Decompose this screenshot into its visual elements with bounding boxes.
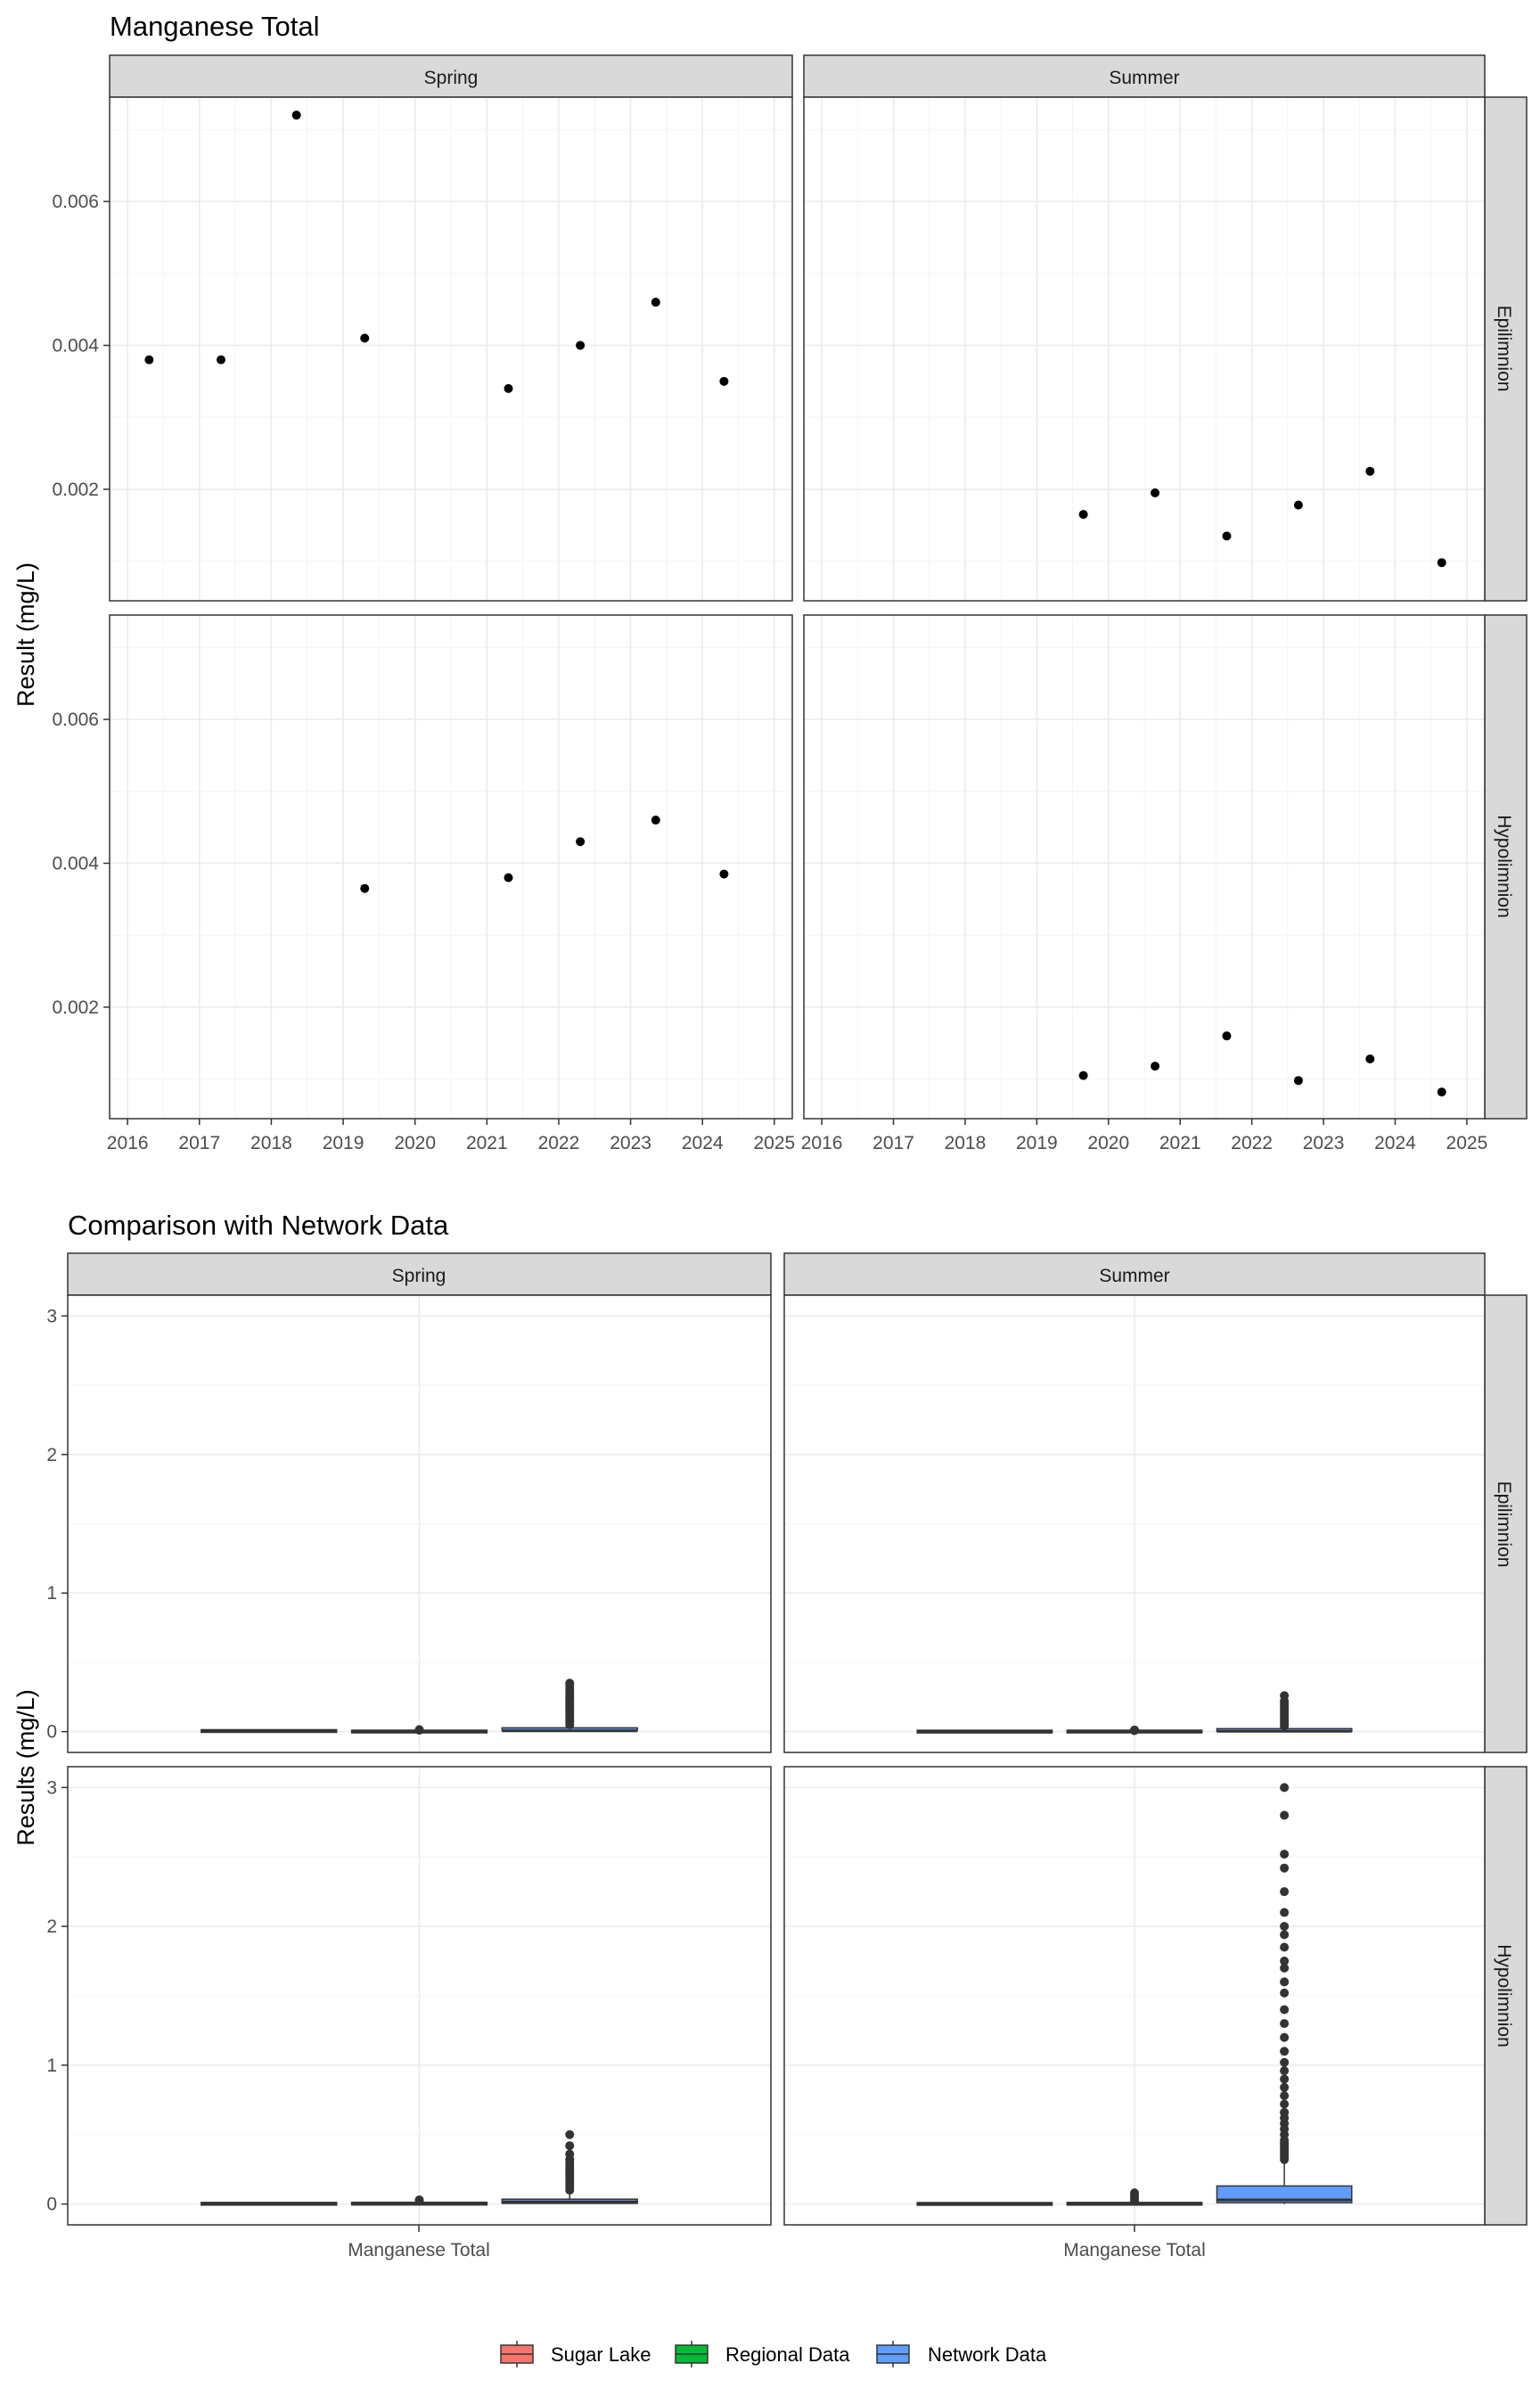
data-point [1079, 510, 1088, 519]
box-outlier [1280, 1850, 1289, 1859]
x-tick-label: 2018 [250, 1133, 292, 1153]
data-point [651, 298, 660, 307]
box-outlier [1280, 1864, 1289, 1873]
data-point [576, 341, 585, 349]
scatter-strip-summer-label: Summer [1109, 68, 1180, 88]
box-outlier [1280, 2083, 1289, 2092]
data-point [1438, 1087, 1446, 1096]
box-outlier [1280, 2066, 1289, 2075]
legend-label-regional-data: Regional Data [725, 2343, 850, 2366]
box-outlier [1280, 1887, 1289, 1896]
x-tick-label: 2020 [1087, 1133, 1130, 1153]
legend-label-network-data: Network Data [928, 2343, 1047, 2366]
box-outlier [1280, 2033, 1289, 2042]
y-tick-label: 0.004 [52, 853, 99, 874]
box-outlier [1280, 2099, 1289, 2108]
box-outlier [1280, 2019, 1289, 2028]
boxplot-strip-summer-label: Summer [1099, 1266, 1170, 1286]
x-tick-label: 2022 [1231, 1133, 1273, 1153]
box-outlier [1280, 1691, 1289, 1700]
box-outlier [1280, 2091, 1289, 2100]
data-point [1294, 1076, 1303, 1085]
y-tick-label: 0 [46, 1721, 57, 1743]
data-point [1438, 558, 1446, 567]
x-tick-label: 2022 [537, 1133, 580, 1153]
x-tick-label: 2016 [800, 1133, 843, 1153]
boxplot-strip-epilimnion-label: Epilimnion [1494, 1481, 1514, 1568]
data-point [292, 111, 301, 119]
box-outlier [1280, 1942, 1289, 1951]
y-tick-label: 2 [46, 1916, 57, 1938]
box-outlier [1280, 1957, 1289, 1965]
y-tick-label: 0.006 [52, 192, 99, 213]
scatter-panel-summer-epilimnion [804, 97, 1485, 601]
y-tick-label: 1 [46, 2055, 57, 2076]
box-sugar-lake [201, 1729, 337, 1732]
scatter-strip-epilimnion-label: Epilimnion [1494, 305, 1514, 392]
data-point [1079, 1071, 1088, 1080]
box-outlier [565, 2150, 574, 2159]
boxplot-y-axis-label: Results (mg/L) [12, 1689, 39, 1846]
data-point [651, 816, 660, 825]
y-tick-label: 0.006 [52, 710, 99, 731]
box-outlier [565, 1678, 574, 1687]
x-tick-label: 2017 [872, 1133, 914, 1153]
data-point [504, 874, 513, 882]
box-sugar-lake [201, 2203, 337, 2205]
x-tick-label: 2019 [1016, 1133, 1058, 1153]
boxplot-chart [12, 1210, 1527, 2367]
legend-item-network-data[interactable] [877, 2341, 1047, 2367]
box-sugar-lake [917, 2203, 1052, 2205]
data-point [1365, 1054, 1374, 1063]
legend-label-sugar-lake: Sugar Lake [551, 2343, 651, 2366]
data-point [1151, 488, 1159, 497]
data-point [719, 377, 728, 386]
y-tick-label: 2 [46, 1444, 57, 1465]
x-tick-label: 2021 [1159, 1133, 1201, 1153]
y-tick-label: 0.002 [52, 997, 99, 1018]
boxplot-chart-title: Comparison with Network Data [68, 1210, 449, 1241]
x-tick-label: 2023 [1302, 1133, 1345, 1153]
x-tick-label: 2018 [944, 1133, 987, 1153]
data-point [719, 870, 728, 879]
data-point [217, 356, 225, 365]
x-tick-label: 2020 [394, 1133, 437, 1153]
x-tick-label: 2017 [178, 1133, 221, 1153]
data-point [360, 884, 369, 893]
box-outlier [415, 1725, 424, 1734]
data-point [1151, 1062, 1159, 1071]
box-sugar-lake [917, 1730, 1052, 1733]
x-tick-label: 2019 [322, 1133, 365, 1153]
box-outlier [565, 2130, 574, 2139]
legend-item-sugar-lake[interactable] [501, 2341, 651, 2367]
box-outlier [1280, 2006, 1289, 2014]
scatter-panel-summer-hypolimnion [804, 615, 1485, 1119]
data-point [1365, 467, 1374, 476]
box-outlier [1280, 1977, 1289, 1986]
boxplot-panel-summer-epilimnion [784, 1295, 1485, 1752]
scatter-panel-spring-hypolimnion [110, 615, 792, 1119]
box-outlier [1280, 2074, 1289, 2083]
x-tick-label: 2025 [1446, 1133, 1488, 1153]
scatter-y-axis-label: Result (mg/L) [12, 562, 39, 708]
boxplot-x-tick-spring: Manganese Total [348, 2240, 490, 2261]
box-outlier [1130, 1726, 1139, 1735]
data-point [144, 356, 153, 365]
y-tick-label: 1 [46, 1583, 57, 1604]
x-tick-label: 2024 [1374, 1133, 1416, 1153]
box-outlier [1130, 2188, 1139, 2197]
box-outlier [1280, 1908, 1289, 1917]
y-tick-label: 3 [46, 1306, 57, 1327]
x-tick-label: 2023 [610, 1133, 651, 1153]
box-outlier [1280, 2108, 1289, 2117]
y-tick-label: 0 [46, 2194, 57, 2215]
data-point [504, 384, 513, 393]
data-point [576, 837, 585, 846]
scatter-panel-spring-epilimnion [110, 97, 792, 601]
box-outlier [415, 2195, 424, 2204]
y-tick-label: 0.002 [52, 479, 99, 500]
x-tick-label: 2021 [465, 1133, 508, 1153]
boxplot-strip-hypolimnion-label: Hypolimnion [1494, 1944, 1514, 2047]
box-outlier [1280, 1930, 1289, 1939]
data-point [1294, 501, 1303, 510]
x-tick-label: 2025 [753, 1133, 796, 1153]
data-point [1222, 531, 1231, 540]
boxplot-panel-spring-epilimnion [68, 1295, 771, 1752]
scatter-strip-hypolimnion-label: Hypolimnion [1494, 815, 1514, 918]
scatter-chart-title: Manganese Total [110, 11, 320, 42]
y-tick-label: 3 [46, 1777, 57, 1799]
box-outlier [1280, 2058, 1289, 2067]
scatter-chart [12, 11, 1527, 1153]
scatter-strip-spring-label: Spring [423, 68, 479, 88]
x-tick-label: 2024 [681, 1133, 724, 1153]
boxplot-strip-spring-label: Spring [391, 1266, 446, 1286]
box-outlier [1280, 2047, 1289, 2055]
y-tick-label: 0.004 [52, 335, 99, 357]
box-outlier [1280, 1783, 1289, 1792]
boxplot-x-tick-summer: Manganese Total [1063, 2240, 1206, 2261]
box-outlier [1280, 1989, 1289, 1998]
box-outlier [1280, 1811, 1289, 1820]
box-outlier [1280, 1922, 1289, 1931]
legend-item-regional-data[interactable] [676, 2341, 850, 2367]
data-point [360, 333, 369, 342]
boxplot-panel-summer-hypolimnion [784, 1767, 1485, 2225]
legend [501, 2341, 1047, 2367]
box-outlier [565, 2141, 574, 2150]
x-tick-label: 2016 [106, 1133, 149, 1153]
data-point [1222, 1031, 1231, 1040]
boxplot-panel-spring-hypolimnion [68, 1767, 771, 2225]
